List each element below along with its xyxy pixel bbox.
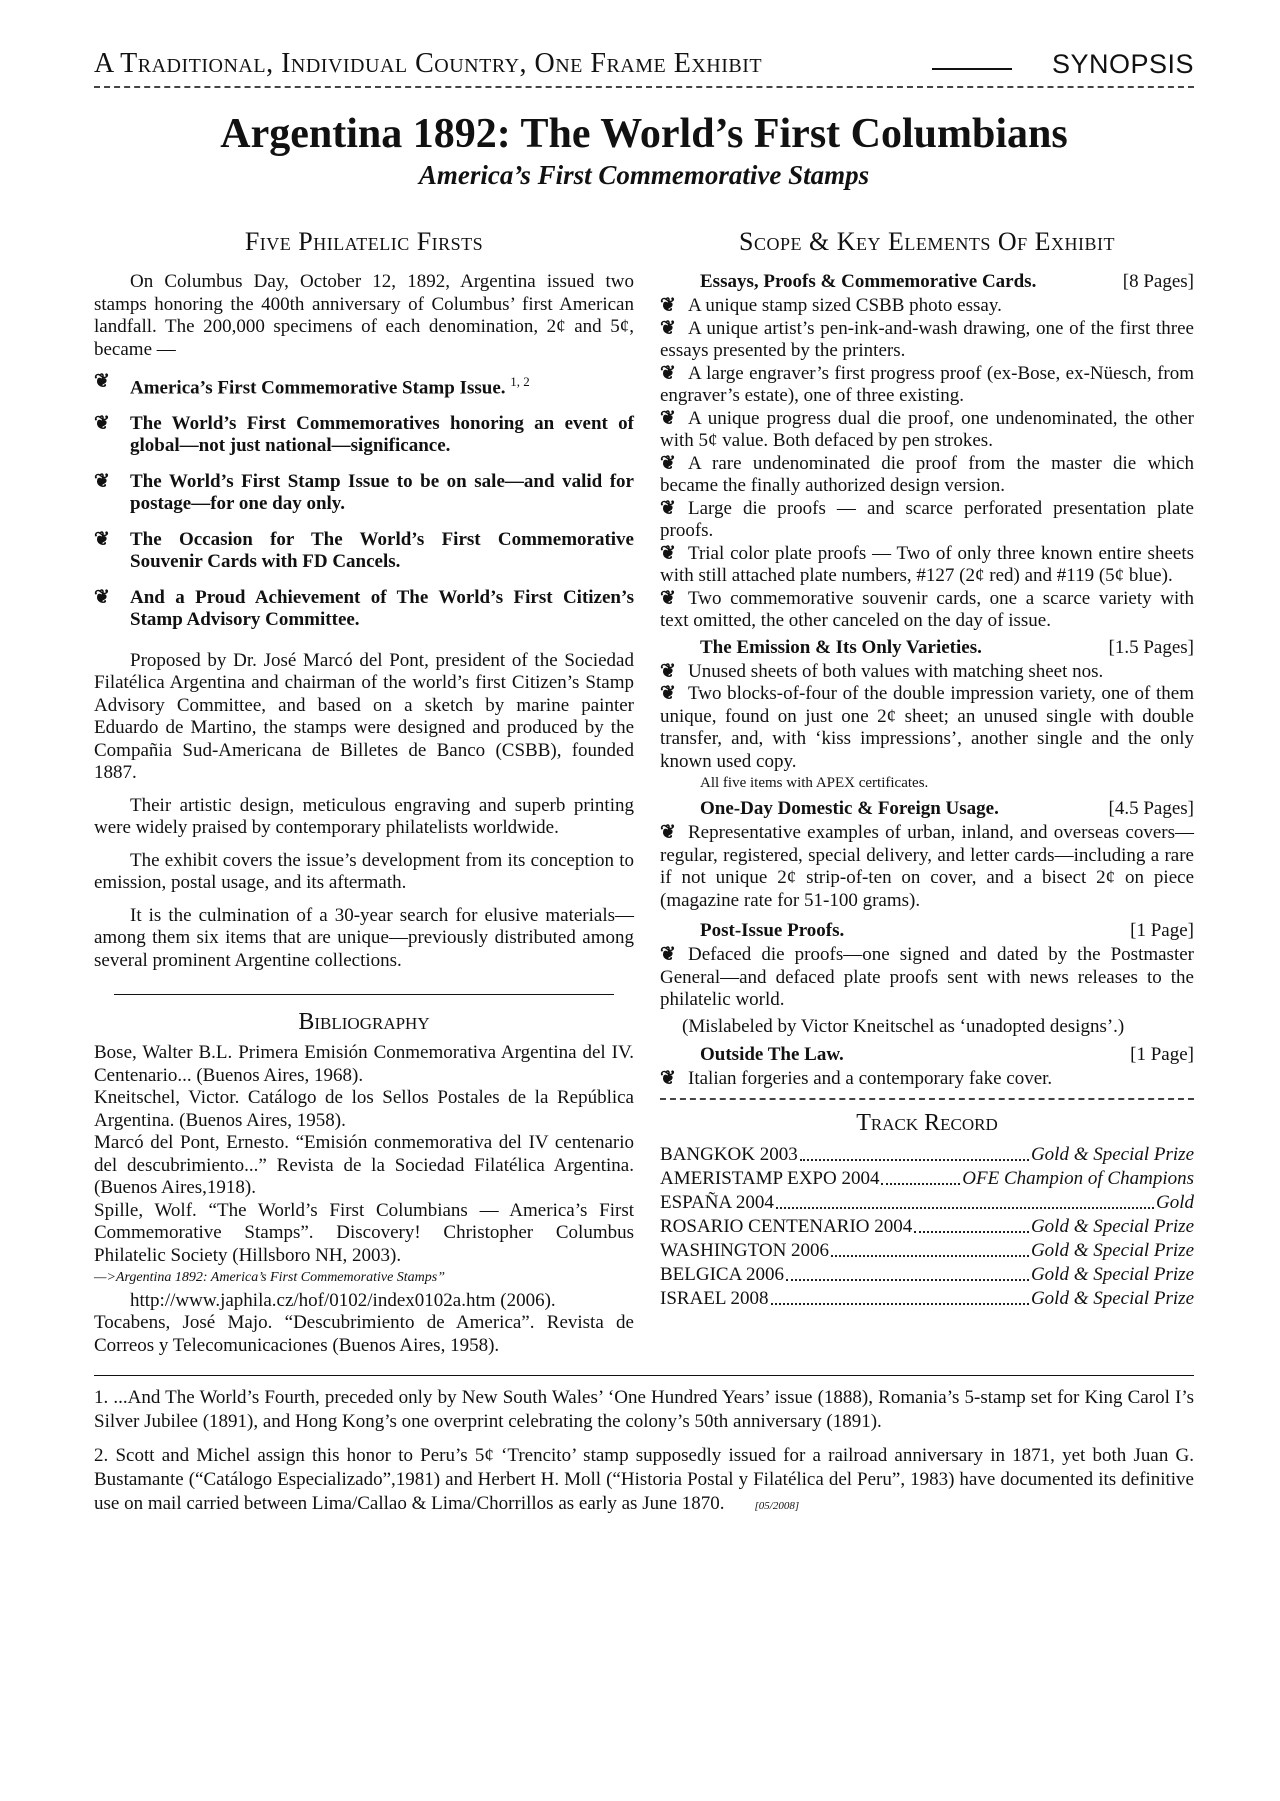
left-column — [94, 227, 634, 1357]
track-record-heading: Track Record — [856, 1110, 998, 1136]
bibliography-entry: Kneitschel, Victor. Catálogo de los Sellos Postales de la República Argentina. (Buenos Aires, 1958). — [94, 1087, 634, 1131]
fleuron-icon: ❦ — [660, 497, 676, 519]
fleuron-icon: ❦ — [660, 1067, 676, 1089]
footnote-divider — [94, 1375, 1194, 1376]
header-rule — [762, 68, 1052, 80]
track-record-row: ESPAÑA 2004 Gold — [660, 1192, 1194, 1213]
list-item: ❦ The World’s First Stamp Issue to be on sale—and valid for postage—for one day only. — [94, 470, 634, 515]
group-items — [660, 661, 1194, 774]
header-line — [94, 48, 1194, 80]
list-item: ❦ A unique artist’s pen-ink-and-wash drawing, one of the first three essays presented by the printers. — [660, 317, 1194, 361]
fleuron-icon: ❦ — [660, 944, 676, 965]
fleuron-icon: ❦ — [94, 470, 110, 492]
list-item: ❦ And a Proud Achievement of The World’s First Citizen’s Stamp Advisory Committee. — [94, 586, 634, 631]
track-record-row: ISRAEL 2008 Gold & Special Prize — [660, 1288, 1194, 1309]
fleuron-icon: ❦ — [660, 587, 676, 609]
fleuron-icon: ❦ — [660, 295, 676, 316]
track-record-row: BANGKOK 2003 Gold & Special Prize — [660, 1144, 1194, 1165]
list-item: ❦ The World’s First Commemoratives honoring an event of global—not just national—significance. — [94, 412, 634, 457]
list-item: ❦ A unique stamp sized CSBB photo essay. — [660, 295, 1002, 316]
group-items — [660, 822, 1194, 912]
bibliography-entry: Bose, Walter B.L. Primera Emisión Conmemorativa Argentina del IV. Centenario... (Buenos Aires, 1968). — [94, 1042, 634, 1086]
group-heading: Post-Issue Proofs. [1 Page] — [700, 920, 1194, 941]
footnote: 2. Scott and Michel assign this honor to Peru’s 5¢ ‘Trencito’ stamp supposedly issued for a railroad anniversary in 1871, yet both Juan G. Bustamante (“Catálogo Especializado”,1981) and Herbert H. Moll (“Historia Postal y Filatélica del Peru”, 1983) have documented its definitive use on mail carried between Lima/Callao & Lima/Chorrillos as early as June 1870. [05/2008] — [94, 1445, 1194, 1515]
date-tag: [05/2008] — [754, 1500, 800, 1513]
group-note: All five items with APEX certificates. — [700, 775, 929, 791]
group-items — [660, 295, 1194, 633]
header-right: SYNOPSIS — [1051, 49, 1194, 79]
fleuron-icon: ❦ — [660, 683, 676, 704]
fleuron-icon: ❦ — [94, 528, 110, 550]
body-paragraph: It is the culmination of a 30-year search for elusive materials—among them six items that are unique—previously distributed among several prominent Argentine collections. — [94, 904, 634, 971]
firsts-list — [94, 371, 634, 632]
intro-paragraph: On Columbus Day, October 12, 1892, Argentina issued two stamps honoring the 400th anniversary of Columbus’ first American landfall. The 200,000 specimens of each denomination, 2¢ and 5¢, became — — [94, 271, 634, 360]
bibliography-heading: Bibliography — [298, 1009, 430, 1036]
track-record-list — [660, 1143, 1194, 1311]
page-subtitle: America’s First Commemorative Stamps — [418, 160, 870, 190]
list-item: ❦ A large engraver’s first progress proof (ex-Bose, ex-Nüesch, from engraver’s estate), one of three existing. — [660, 362, 1194, 406]
group-note: (Mislabeled by Victor Kneitschel as ‘unadopted designs’.) — [682, 1015, 1125, 1037]
list-item: ❦ America’s First Commemorative Stamp Issue. $^{1, 2}$ — [94, 371, 530, 399]
track-record-row: AMERISTAMP EXPO 2004 OFE Champion of Champions — [660, 1168, 1194, 1189]
synopsis-page — [94, 48, 1194, 1518]
fleuron-icon: ❦ — [94, 586, 110, 608]
group-heading: The Emission & Its Only Varieties. [1.5 Pages] — [700, 636, 1194, 658]
list-item: ❦ Large die proofs — and scarce perforated presentation plate proofs. — [660, 497, 1194, 541]
track-divider — [660, 1098, 1194, 1100]
fleuron-icon: ❦ — [94, 412, 110, 434]
track-record-row: WASHINGTON 2006 Gold & Special Prize — [660, 1240, 1194, 1261]
group-items — [660, 944, 1194, 1012]
list-item: ❦ The Occasion for The World’s First Commemorative Souvenir Cards with FD Cancels. — [94, 528, 634, 573]
list-item: ❦ Two blocks-of-four of the double impression variety, one of them unique, found on just one 2¢ sheet; an unused single with double transfer, and, with ‘kiss impressions’, another single and the only known used copy. — [660, 683, 1194, 772]
bibliography-entry: —>Argentina 1892: America’s First Commemorative Stamps” — [94, 1270, 446, 1286]
list-item: ❦ Unused sheets of both values with matching sheet nos. — [660, 660, 1104, 682]
fleuron-icon: ❦ — [660, 452, 676, 474]
list-item: ❦ Trial color plate proofs — Two of only three known entire sheets with still attached plate numbers, #127 (2¢ red) and #119 (5¢ blue). — [660, 542, 1194, 586]
section-divider — [114, 994, 614, 995]
right-column — [660, 227, 1194, 1357]
page-title: Argentina 1892: The World’s First Columbians — [220, 111, 1068, 157]
list-item: ❦ A unique progress dual die proof, one undenominated, the other with 5¢ value. Both defaced by pen strokes. — [660, 407, 1194, 451]
list-item: ❦ Representative examples of urban, inland, and overseas covers—regular, registered, special delivery, and letter cards—including a rare if not unique 2¢ strip-of-ten on cover, and a bisect 2¢ on piece (magazine rate for 51-100 grams). — [660, 822, 1194, 911]
fleuron-icon: ❦ — [660, 317, 676, 339]
group-items — [660, 1068, 1194, 1091]
fleuron-icon: ❦ — [660, 407, 676, 429]
group-heading: One-Day Domestic & Foreign Usage. [4.5 Pages] — [700, 798, 1194, 819]
fleuron-icon: ❦ — [660, 542, 676, 564]
fleuron-icon: ❦ — [94, 371, 110, 392]
bibliography-url: http://www.japhila.cz/hof/0102/index0102a.htm (2006). — [130, 1289, 556, 1311]
fleuron-icon: ❦ — [660, 822, 676, 843]
list-item: ❦ Two commemorative souvenir cards, one a scarce variety with text omitted, the other canceled on the day of issue. — [660, 587, 1194, 631]
bibliography-entry: Tocabens, José Majo. “Descubrimiento de America”. Revista de Correos y Telecomunicaciones (Buenos Aires, 1958). — [94, 1312, 634, 1356]
fleuron-icon: ❦ — [660, 362, 676, 384]
bibliography-entry: Marcó del Pont, Ernesto. “Emisión conmemorativa del IV centenario del descubrimiento...” Revista de la Sociedad Filatélica Argentina. (Buenos Aires,1918). — [94, 1132, 634, 1199]
body-paragraph: The exhibit covers the issue’s development from its conception to emission, postal usage, and its aftermath. — [94, 849, 634, 894]
group-heading: Essays, Proofs & Commemorative Cards. [8 Pages] — [700, 271, 1194, 292]
bibliography-entry: Spille, Wolf. “The World’s First Columbians — America’s First Commemorative Stamps”. Discovery! Christopher Columbus Philatelic Society (Hillsboro NH, 2003). — [94, 1199, 634, 1266]
body-paragraph: Proposed by Dr. José Marcó del Pont, president of the Sociedad Filatélica Argentina and chairman of the world’s first Citizen’s Stamp Advisory Committee, and based on a sketch by marine painter Eduardo de Martino, the stamps were designed and produced by the Compañia Sud-Americana de Billetes de Banco (CSBB), founded 1887. — [94, 649, 634, 784]
header-divider — [94, 86, 1194, 88]
list-item: ❦ Italian forgeries and a contemporary fake cover. — [660, 1067, 1053, 1089]
footnote: 1. ...And The World’s Fourth, preceded only by New South Wales’ ‘One Hundred Years’ issue (1888), Romania’s 5-stamp set for King Carol I’s Silver Jubilee (1891), and Hong Kong’s one overprint celebrating the colony’s 50th anniversary (1891). — [94, 1387, 1194, 1433]
fleuron-icon: ❦ — [660, 660, 676, 682]
header-left: A Traditional, Individual Country, One Frame Exhibit — [94, 48, 763, 79]
body-paragraph: Their artistic design, meticulous engraving and superb printing were widely praised by contemporary philatelists worldwide. — [94, 794, 634, 839]
group-heading: Outside The Law. [1 Page] — [700, 1043, 1194, 1065]
firsts-heading: Five Philatelic Firsts — [244, 227, 484, 256]
track-record-row: ROSARIO CENTENARIO 2004 Gold & Special Prize — [660, 1216, 1194, 1237]
list-item: ❦ A rare undenominated die proof from the master die which became the finally authorized design version. — [660, 452, 1194, 496]
list-item: ❦ Defaced die proofs—one signed and dated by the Postmaster General—and defaced plate proofs sent with news releases to the philatelic world. — [660, 944, 1194, 1010]
scope-heading: Scope & Key Elements Of Exhibit — [739, 227, 1115, 256]
track-record-row: BELGICA 2006 Gold & Special Prize — [660, 1264, 1194, 1285]
two-column-body — [94, 227, 1194, 1357]
